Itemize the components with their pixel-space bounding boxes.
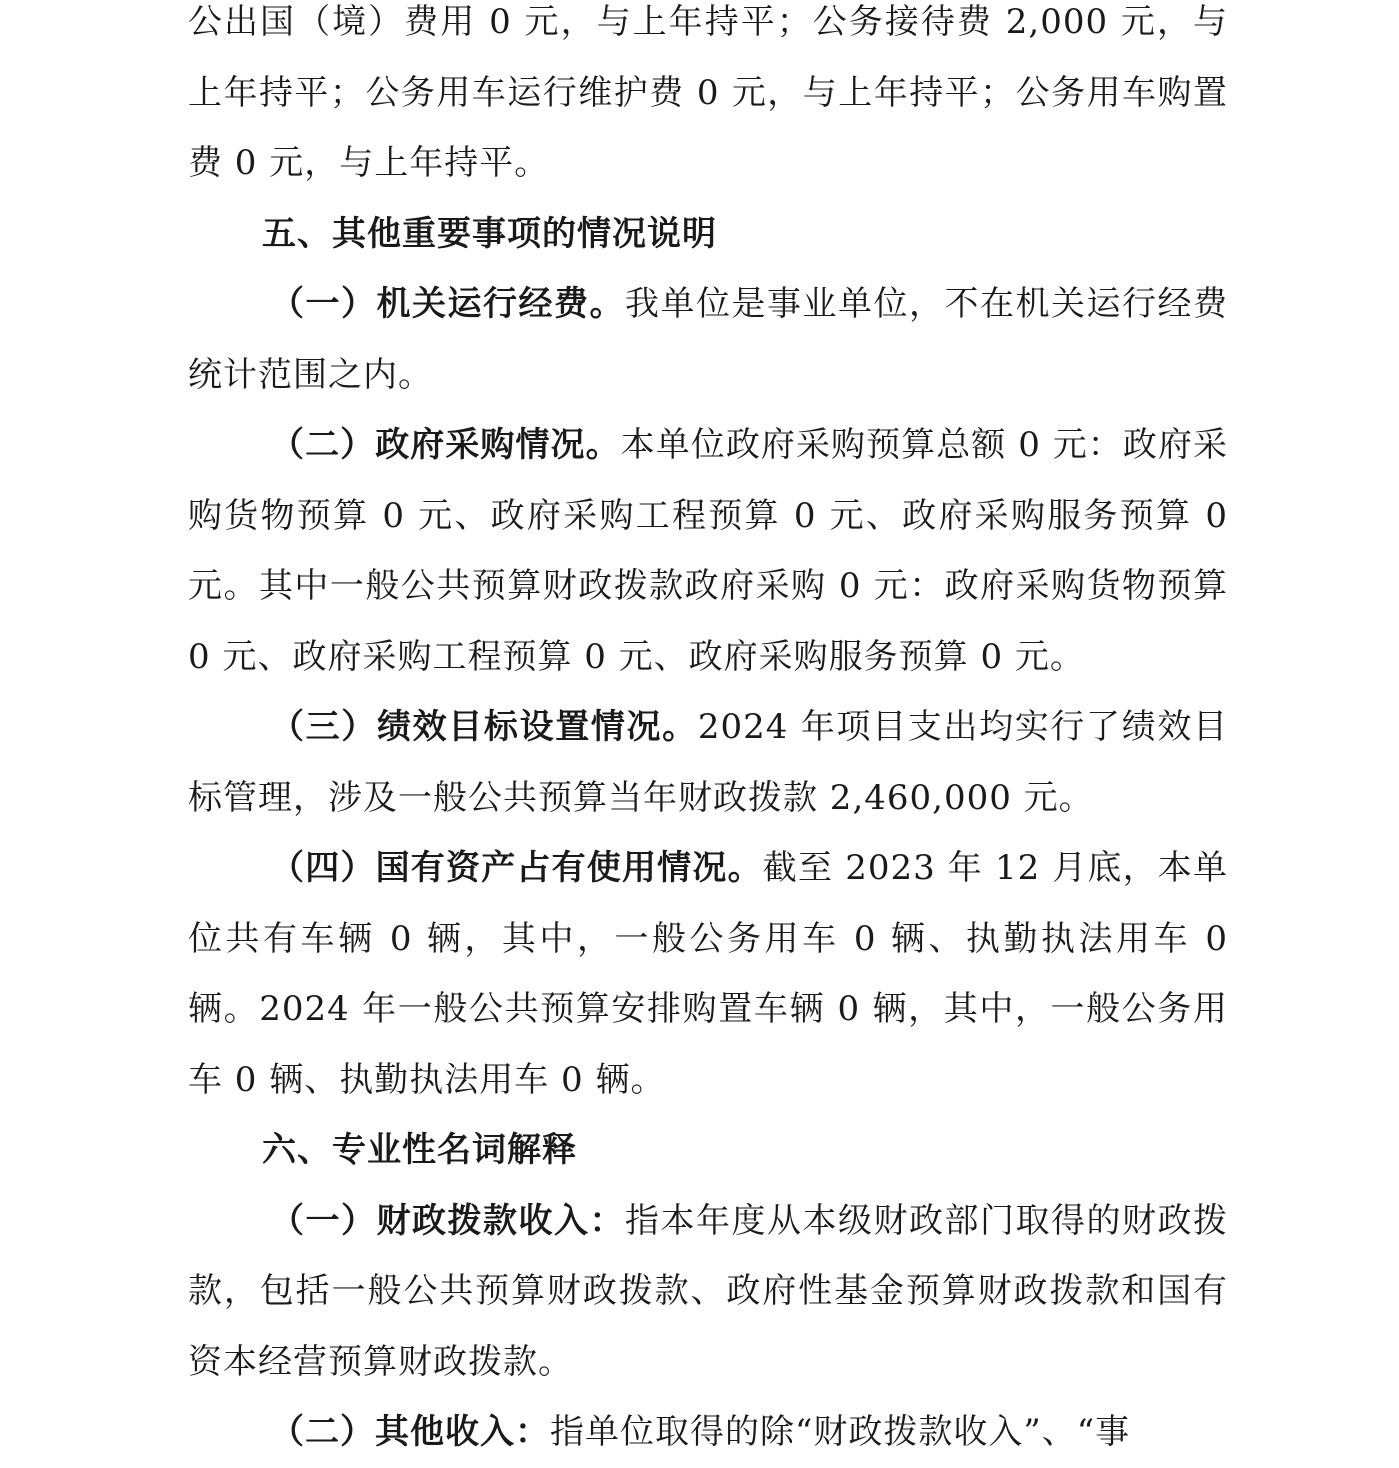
paragraph-fiscal-appropriation-income <box>188 1186 1228 1398</box>
paragraph-lead: （一）财政拨款收入： <box>270 1200 625 1241</box>
paragraph-lead: （三）绩效目标设置情况。 <box>270 707 698 747</box>
paragraph-text: 截至 2023 年 12 月底，本单位共有车辆 0 辆，其中，一般公务用车 0 辆、执勤执法用车 0 辆。2024 年一般公共预算安排购置车辆 0 辆，其中，一般公务用车 0 辆、执勤执法用车 0 辆。 <box>188 848 1229 1100</box>
paragraph-performance-targets <box>188 692 1228 833</box>
paragraph-state-assets <box>188 833 1228 1115</box>
paragraph-text: 指单位取得的除“财政拨款收入”、“事 <box>550 1412 1131 1452</box>
paragraph-lead: （二）政府采购情况。 <box>270 425 621 465</box>
paragraph-text: 本单位政府采购预算总额 0 元：政府采购货物预算 0 元、政府采购工程预算 0 元、政府采购服务预算 0 元。其中一般公共预算财政拨款政府采购 0 元：政府采购货物预算 0 元、政府采购工程预算 0 元、政府采购服务预算 0 元。 <box>188 425 1229 677</box>
paragraph-government-procurement <box>188 410 1228 692</box>
paragraph-text: 公出国（境）费用 0 元，与上年持平；公务接待费 2,000 元，与上年持平；公务用车运行维护费 0 元，与上年持平；公务用车购置费 0 元，与上年持平。 <box>188 2 1228 183</box>
paragraph-lead: （四）国有资产占有使用情况。 <box>270 848 763 888</box>
paragraph-lead: （一）机关运行经费。 <box>270 284 625 324</box>
paragraph-text: 指本年度从本级财政部门取得的财政拨款，包括一般公共预算财政拨款、政府性基金预算财政拨款和国有资本经营预算财政拨款。 <box>188 1200 1228 1382</box>
document-page <box>188 0 1228 1468</box>
paragraph-expenses-continued <box>188 0 1228 199</box>
paragraph-lead: （二）其他收入： <box>270 1412 550 1452</box>
paragraph-text: 2024 年项目支出均实行了绩效目标管理，涉及一般公共预算当年财政拨款 2,460,000 元。 <box>188 707 1228 818</box>
section-heading-six: 六、专业性名词解释 <box>262 1130 577 1170</box>
paragraph-operating-expenses <box>188 269 1228 410</box>
paragraph-text: 我单位是事业单位，不在机关运行经费统计范围之内。 <box>188 284 1228 395</box>
section-heading-five: 五、其他重要事项的情况说明 <box>262 213 717 254</box>
